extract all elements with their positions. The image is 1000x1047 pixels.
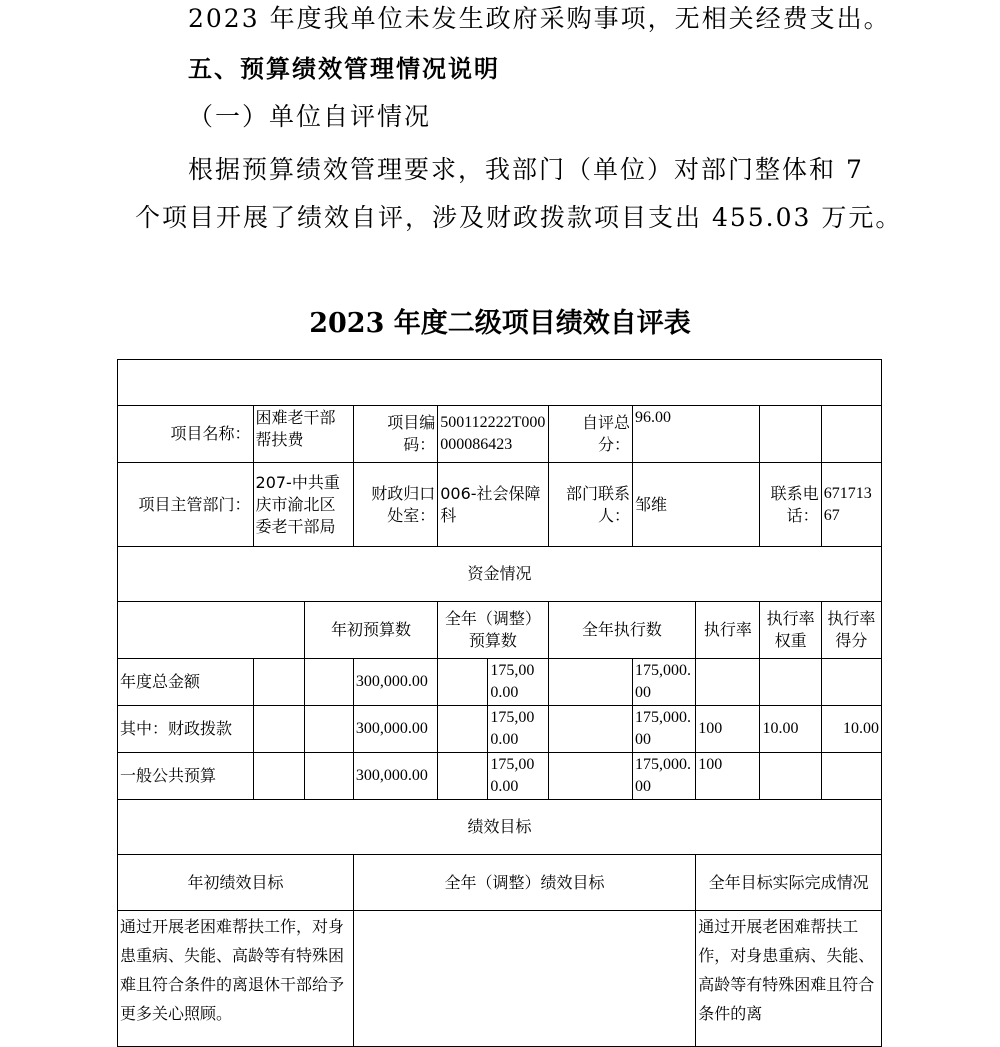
table-row (118, 753, 882, 800)
score-value: 10.00 (821, 706, 881, 753)
adjusted-budget-value: 175,000.00 (488, 753, 548, 800)
initial-budget-value: 300,000.00 (353, 753, 437, 800)
project-code-label: 项目编码： (353, 406, 437, 463)
executed-value: 175,000.00 (632, 753, 695, 800)
rate-value (696, 659, 760, 706)
col-initial-budget: 年初预算数 (304, 602, 438, 659)
row-label: 一般公共预算 (118, 753, 254, 800)
empty-cell (253, 659, 304, 706)
table-blank-row (118, 360, 882, 406)
section-heading-5: 五、预算绩效管理情况说明 (188, 55, 500, 83)
score-value (821, 753, 881, 800)
performance-table (117, 359, 882, 1047)
table-row (118, 706, 882, 753)
subsection-heading: （一）单位自评情况 (188, 102, 432, 131)
rate-value: 100 (696, 706, 760, 753)
executed-value: 175,000.00 (632, 659, 695, 706)
empty-cell (760, 406, 821, 463)
weight-value: 10.00 (760, 706, 821, 753)
col-execution: 全年执行数 (548, 602, 696, 659)
col-rate: 执行率 (696, 602, 760, 659)
phone-value: 67171367 (821, 463, 881, 547)
perf-initial-header: 年初绩效目标 (118, 855, 354, 911)
contact-label: 部门联系人： (548, 463, 632, 547)
perf-adjusted-header: 全年（调整）绩效目标 (353, 855, 695, 911)
empty-cell (253, 706, 304, 753)
perf-initial-text: 通过开展老困难帮扶工作，对身患重病、失能、高龄等有特殊困难且符合条件的离退休干部给予更多关心照顾。 (118, 911, 354, 1047)
col-score: 执行率得分 (821, 602, 881, 659)
perf-adjusted-text (353, 911, 695, 1047)
finance-office-label: 财政归口处室： (353, 463, 437, 547)
empty-cell (548, 753, 632, 800)
adjusted-budget-value: 175,000.00 (488, 706, 548, 753)
project-code-value: 500112222T000000086423 (438, 406, 548, 463)
empty-cell (304, 659, 353, 706)
row-label: 其中：财政拨款 (118, 706, 254, 753)
executed-value: 175,000.00 (632, 706, 695, 753)
adjusted-budget-value: 175,000.00 (488, 659, 548, 706)
project-name-label: 项目名称： (118, 406, 254, 463)
score-value (821, 659, 881, 706)
table-row (118, 659, 882, 706)
perf-actual-text: 通过开展老困难帮扶工作，对身患重病、失能、高龄等有特殊困难且符合条件的离 (696, 911, 882, 1047)
phone-label: 联系电话： (760, 463, 821, 547)
weight-value (760, 659, 821, 706)
empty-cell (304, 753, 353, 800)
initial-budget-value: 300,000.00 (353, 706, 437, 753)
rate-value: 100 (696, 753, 760, 800)
dept-value: 207-中共重庆市渝北区委老干部局 (253, 463, 353, 547)
empty-cell (438, 659, 488, 706)
empty-cell (304, 706, 353, 753)
empty-cell (548, 659, 632, 706)
dept-label: 项目主管部门： (118, 463, 254, 547)
col-adjusted-budget: 全年（调整）预算数 (438, 602, 548, 659)
perf-actual-header: 全年目标实际完成情况 (696, 855, 882, 911)
paragraph-self-eval-line2: 个项目开展了绩效自评，涉及财政拨款项目支出 455.03 万元。 (135, 203, 903, 232)
row-label: 年度总金额 (118, 659, 254, 706)
empty-cell (438, 706, 488, 753)
finance-office-value: 006-社会保障科 (438, 463, 548, 547)
funds-section-header: 资金情况 (118, 547, 882, 602)
initial-budget-value: 300,000.00 (353, 659, 437, 706)
col-weight: 执行率权重 (760, 602, 821, 659)
empty-cell (821, 406, 881, 463)
project-name-value: 困难老干部帮扶费 (253, 406, 353, 463)
self-score-value: 96.00 (632, 406, 759, 463)
paragraph-self-eval-line1: 根据预算绩效管理要求，我部门（单位）对部门整体和 7 (188, 155, 864, 184)
empty-cell (253, 753, 304, 800)
weight-value (760, 753, 821, 800)
empty-cell (548, 706, 632, 753)
contact-value: 邹维 (632, 463, 759, 547)
empty-cell (438, 753, 488, 800)
perf-section-header: 绩效目标 (118, 800, 882, 855)
empty-header-cell (118, 602, 305, 659)
paragraph-no-procurement: 2023 年度我单位未发生政府采购事项，无相关经费支出。 (188, 4, 891, 33)
table-title: 2023 年度二级项目绩效自评表 (309, 308, 691, 339)
self-score-label: 自评总分： (548, 406, 632, 463)
